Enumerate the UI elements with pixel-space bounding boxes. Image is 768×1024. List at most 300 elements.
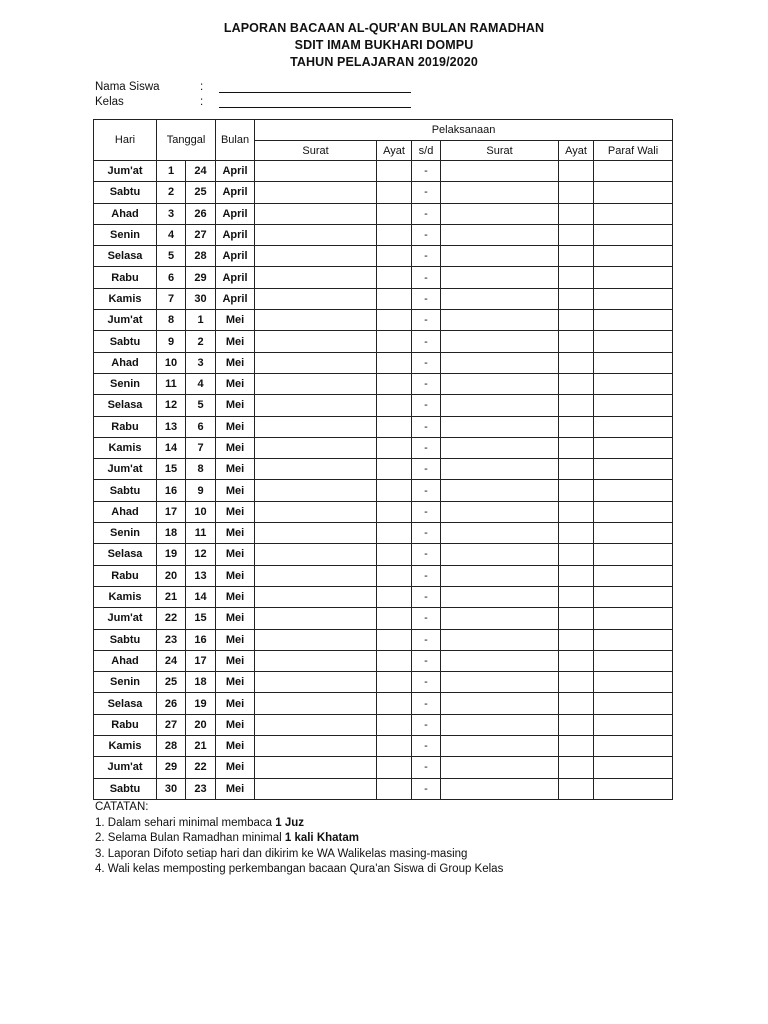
ayat-end-cell[interactable] — [559, 267, 594, 288]
ayat-start-cell[interactable] — [377, 352, 412, 373]
ayat-start-cell[interactable] — [377, 629, 412, 650]
month-cell: Mei — [216, 352, 255, 373]
surat-start-cell[interactable] — [255, 480, 377, 501]
day-number-cell: 26 — [157, 693, 186, 714]
day-cell: Jum'at — [94, 161, 157, 182]
surat-start-cell[interactable] — [255, 693, 377, 714]
day-cell: Jum'at — [94, 608, 157, 629]
sd-cell: - — [412, 501, 441, 522]
surat-start-cell[interactable] — [255, 437, 377, 458]
field-colon: : — [200, 96, 204, 108]
day-cell: Rabu — [94, 565, 157, 586]
surat-start-cell[interactable] — [255, 203, 377, 224]
day-number-cell: 14 — [157, 437, 186, 458]
date-cell: 16 — [186, 629, 216, 650]
table-row — [94, 459, 673, 480]
ayat-end-cell[interactable] — [559, 608, 594, 629]
date-cell: 2 — [186, 331, 216, 352]
paraf-wali-cell[interactable] — [594, 246, 673, 267]
table-row — [94, 501, 673, 522]
surat-end-cell[interactable] — [441, 480, 559, 501]
day-cell: Rabu — [94, 714, 157, 735]
surat-end-cell[interactable] — [441, 757, 559, 778]
surat-end-cell[interactable] — [441, 693, 559, 714]
date-cell: 15 — [186, 608, 216, 629]
table-row — [94, 416, 673, 437]
date-cell: 12 — [186, 544, 216, 565]
ayat-start-cell[interactable] — [377, 778, 412, 799]
paraf-wali-cell[interactable] — [594, 352, 673, 373]
date-cell: 29 — [186, 267, 216, 288]
day-cell: Jum'at — [94, 310, 157, 331]
day-number-cell: 2 — [157, 182, 186, 203]
header-ayat-start: Ayat — [377, 141, 412, 161]
header-bulan: Bulan — [216, 120, 255, 161]
month-cell: Mei — [216, 310, 255, 331]
month-cell: Mei — [216, 693, 255, 714]
date-cell: 3 — [186, 352, 216, 373]
ayat-end-cell[interactable] — [559, 288, 594, 309]
sd-cell: - — [412, 331, 441, 352]
header-tanggal: Tanggal — [157, 120, 216, 161]
day-cell: Selasa — [94, 544, 157, 565]
surat-start-cell[interactable] — [255, 608, 377, 629]
ayat-end-cell[interactable] — [559, 416, 594, 437]
surat-start-cell[interactable] — [255, 714, 377, 735]
surat-start-cell[interactable] — [255, 544, 377, 565]
paraf-wali-cell[interactable] — [594, 778, 673, 799]
day-number-cell: 21 — [157, 586, 186, 607]
month-cell: Mei — [216, 565, 255, 586]
surat-end-cell[interactable] — [441, 459, 559, 480]
notes-section — [95, 800, 503, 878]
note-text: 2. Selama Bulan Ramadhan minimal — [95, 832, 285, 844]
month-cell: Mei — [216, 416, 255, 437]
surat-start-cell[interactable] — [255, 182, 377, 203]
ayat-end-cell[interactable] — [559, 778, 594, 799]
surat-end-cell[interactable] — [441, 565, 559, 586]
table-row — [94, 714, 673, 735]
date-cell: 19 — [186, 693, 216, 714]
ayat-start-cell[interactable] — [377, 161, 412, 182]
surat-end-cell[interactable] — [441, 310, 559, 331]
day-cell: Kamis — [94, 437, 157, 458]
paraf-wali-cell[interactable] — [594, 416, 673, 437]
ayat-start-cell[interactable] — [377, 608, 412, 629]
month-cell: April — [216, 288, 255, 309]
date-cell: 5 — [186, 395, 216, 416]
surat-start-cell[interactable] — [255, 161, 377, 182]
paraf-wali-cell[interactable] — [594, 480, 673, 501]
ayat-start-cell[interactable] — [377, 288, 412, 309]
paraf-wali-cell[interactable] — [594, 395, 673, 416]
paraf-wali-cell[interactable] — [594, 523, 673, 544]
day-number-cell: 20 — [157, 565, 186, 586]
surat-end-cell[interactable] — [441, 288, 559, 309]
surat-end-cell[interactable] — [441, 224, 559, 245]
surat-end-cell[interactable] — [441, 161, 559, 182]
surat-start-cell[interactable] — [255, 778, 377, 799]
surat-start-cell[interactable] — [255, 395, 377, 416]
day-cell: Sabtu — [94, 629, 157, 650]
note-text: 1. Dalam sehari minimal membaca — [95, 816, 276, 829]
table-row — [94, 373, 673, 394]
day-cell: Selasa — [94, 395, 157, 416]
note-item — [95, 831, 503, 847]
paraf-wali-cell[interactable] — [594, 373, 673, 394]
day-cell: Senin — [94, 224, 157, 245]
month-cell: Mei — [216, 523, 255, 544]
day-cell: Ahad — [94, 650, 157, 671]
ayat-end-cell[interactable] — [559, 757, 594, 778]
ayat-end-cell[interactable] — [559, 501, 594, 522]
surat-end-cell[interactable] — [441, 246, 559, 267]
day-cell: Ahad — [94, 501, 157, 522]
report-body — [94, 161, 673, 800]
surat-end-cell[interactable] — [441, 416, 559, 437]
table-row — [94, 778, 673, 799]
day-cell: Rabu — [94, 416, 157, 437]
month-cell: Mei — [216, 331, 255, 352]
day-number-cell: 19 — [157, 544, 186, 565]
sd-cell: - — [412, 693, 441, 714]
paraf-wali-cell[interactable] — [594, 757, 673, 778]
paraf-wali-cell[interactable] — [594, 161, 673, 182]
surat-end-cell[interactable] — [441, 203, 559, 224]
month-cell: April — [216, 246, 255, 267]
ayat-start-cell[interactable] — [377, 203, 412, 224]
month-cell: Mei — [216, 736, 255, 757]
ayat-end-cell[interactable] — [559, 246, 594, 267]
surat-end-cell[interactable] — [441, 182, 559, 203]
ayat-start-cell[interactable] — [377, 331, 412, 352]
date-cell: 24 — [186, 161, 216, 182]
ayat-end-cell[interactable] — [559, 714, 594, 735]
surat-start-cell[interactable] — [255, 352, 377, 373]
ayat-start-cell[interactable] — [377, 224, 412, 245]
surat-end-cell[interactable] — [441, 437, 559, 458]
ayat-start-cell[interactable] — [377, 544, 412, 565]
notes-list — [95, 816, 503, 878]
sd-cell: - — [412, 523, 441, 544]
paraf-wali-cell[interactable] — [594, 629, 673, 650]
field-label: Nama Siswa — [95, 81, 160, 93]
month-cell: Mei — [216, 586, 255, 607]
ayat-start-cell[interactable] — [377, 693, 412, 714]
day-number-cell: 23 — [157, 629, 186, 650]
ayat-start-cell[interactable] — [377, 310, 412, 331]
day-number-cell: 25 — [157, 672, 186, 693]
surat-start-cell[interactable] — [255, 459, 377, 480]
table-row — [94, 586, 673, 607]
surat-start-cell[interactable] — [255, 246, 377, 267]
day-number-cell: 15 — [157, 459, 186, 480]
paraf-wali-cell[interactable] — [594, 331, 673, 352]
ayat-start-cell[interactable] — [377, 416, 412, 437]
ayat-start-cell[interactable] — [377, 714, 412, 735]
surat-start-cell[interactable] — [255, 736, 377, 757]
date-cell: 26 — [186, 203, 216, 224]
ayat-start-cell[interactable] — [377, 757, 412, 778]
paraf-wali-cell[interactable] — [594, 672, 673, 693]
surat-start-cell[interactable] — [255, 629, 377, 650]
table-row — [94, 544, 673, 565]
month-cell: Mei — [216, 608, 255, 629]
surat-start-cell[interactable] — [255, 650, 377, 671]
sd-cell: - — [412, 437, 441, 458]
ayat-start-cell[interactable] — [377, 246, 412, 267]
note-text: 4. Wali kelas memposting perkembangan bacaan Qura'an Siswa di Group Kelas — [95, 863, 504, 875]
surat-end-cell[interactable] — [441, 544, 559, 565]
paraf-wali-cell[interactable] — [594, 224, 673, 245]
surat-end-cell[interactable] — [441, 501, 559, 522]
date-cell: 22 — [186, 757, 216, 778]
surat-end-cell[interactable] — [441, 778, 559, 799]
ayat-end-cell[interactable] — [559, 182, 594, 203]
ayat-end-cell[interactable] — [559, 437, 594, 458]
day-cell: Rabu — [94, 267, 157, 288]
table-row — [94, 565, 673, 586]
ayat-end-cell[interactable] — [559, 480, 594, 501]
surat-start-cell[interactable] — [255, 373, 377, 394]
date-cell: 20 — [186, 714, 216, 735]
paraf-wali-cell[interactable] — [594, 693, 673, 714]
surat-end-cell[interactable] — [441, 714, 559, 735]
ayat-end-cell[interactable] — [559, 224, 594, 245]
paraf-wali-cell[interactable] — [594, 182, 673, 203]
sd-cell: - — [412, 267, 441, 288]
paraf-wali-cell[interactable] — [594, 565, 673, 586]
header-surat-start: Surat — [255, 141, 377, 161]
surat-end-cell[interactable] — [441, 267, 559, 288]
field-colon: : — [200, 81, 204, 93]
sd-cell: - — [412, 565, 441, 586]
day-number-cell: 5 — [157, 246, 186, 267]
day-cell: Selasa — [94, 246, 157, 267]
paraf-wali-cell[interactable] — [594, 736, 673, 757]
ayat-start-cell[interactable] — [377, 501, 412, 522]
month-cell: Mei — [216, 373, 255, 394]
sd-cell: - — [412, 182, 441, 203]
ayat-end-cell[interactable] — [559, 459, 594, 480]
note-item — [95, 847, 503, 863]
surat-start-cell[interactable] — [255, 331, 377, 352]
table-row — [94, 310, 673, 331]
day-number-cell: 18 — [157, 523, 186, 544]
ayat-end-cell[interactable] — [559, 331, 594, 352]
surat-start-cell[interactable] — [255, 288, 377, 309]
ayat-end-cell[interactable] — [559, 203, 594, 224]
table-row — [94, 224, 673, 245]
paraf-wali-cell[interactable] — [594, 267, 673, 288]
surat-end-cell[interactable] — [441, 650, 559, 671]
surat-end-cell[interactable] — [441, 608, 559, 629]
paraf-wali-cell[interactable] — [594, 714, 673, 735]
paraf-wali-cell[interactable] — [594, 288, 673, 309]
surat-end-cell[interactable] — [441, 672, 559, 693]
paraf-wali-cell[interactable] — [594, 459, 673, 480]
surat-start-cell[interactable] — [255, 586, 377, 607]
surat-start-cell[interactable] — [255, 757, 377, 778]
day-number-cell: 4 — [157, 224, 186, 245]
ayat-end-cell[interactable] — [559, 672, 594, 693]
date-cell: 10 — [186, 501, 216, 522]
ayat-start-cell[interactable] — [377, 459, 412, 480]
surat-end-cell[interactable] — [441, 331, 559, 352]
paraf-wali-cell[interactable] — [594, 310, 673, 331]
date-cell: 6 — [186, 416, 216, 437]
notes-title: CATATAN: — [95, 801, 149, 813]
month-cell: Mei — [216, 437, 255, 458]
sd-cell: - — [412, 352, 441, 373]
ayat-end-cell[interactable] — [559, 586, 594, 607]
ayat-end-cell[interactable] — [559, 523, 594, 544]
surat-start-cell[interactable] — [255, 267, 377, 288]
table-row — [94, 672, 673, 693]
sd-cell: - — [412, 736, 441, 757]
ayat-start-cell[interactable] — [377, 650, 412, 671]
table-row — [94, 288, 673, 309]
month-cell: Mei — [216, 480, 255, 501]
table-row — [94, 480, 673, 501]
day-number-cell: 12 — [157, 395, 186, 416]
paraf-wali-cell[interactable] — [594, 501, 673, 522]
month-cell: Mei — [216, 778, 255, 799]
surat-end-cell[interactable] — [441, 352, 559, 373]
day-number-cell: 24 — [157, 650, 186, 671]
month-cell: Mei — [216, 629, 255, 650]
month-cell: Mei — [216, 714, 255, 735]
paraf-wali-cell[interactable] — [594, 608, 673, 629]
ayat-end-cell[interactable] — [559, 161, 594, 182]
surat-end-cell[interactable] — [441, 629, 559, 650]
date-cell: 13 — [186, 565, 216, 586]
nama-siswa-blank[interactable] — [219, 92, 411, 93]
paraf-wali-cell[interactable] — [594, 586, 673, 607]
day-cell: Jum'at — [94, 459, 157, 480]
month-cell: Mei — [216, 544, 255, 565]
paraf-wali-cell[interactable] — [594, 544, 673, 565]
day-number-cell: 17 — [157, 501, 186, 522]
surat-start-cell[interactable] — [255, 565, 377, 586]
table-row — [94, 352, 673, 373]
ayat-end-cell[interactable] — [559, 629, 594, 650]
header-sd: s/d — [412, 141, 441, 161]
field-label: Kelas — [95, 96, 124, 108]
date-cell: 28 — [186, 246, 216, 267]
ayat-start-cell[interactable] — [377, 182, 412, 203]
day-number-cell: 6 — [157, 267, 186, 288]
table-row — [94, 395, 673, 416]
table-row — [94, 246, 673, 267]
day-cell: Ahad — [94, 352, 157, 373]
sd-cell: - — [412, 161, 441, 182]
ayat-end-cell[interactable] — [559, 310, 594, 331]
day-number-cell: 10 — [157, 352, 186, 373]
ayat-end-cell[interactable] — [559, 693, 594, 714]
surat-end-cell[interactable] — [441, 736, 559, 757]
day-number-cell: 27 — [157, 714, 186, 735]
header-paraf-wali: Paraf Wali — [594, 141, 673, 161]
ayat-end-cell[interactable] — [559, 395, 594, 416]
date-cell: 27 — [186, 224, 216, 245]
sd-cell: - — [412, 480, 441, 501]
surat-start-cell[interactable] — [255, 672, 377, 693]
header-surat-end: Surat — [441, 141, 559, 161]
ayat-start-cell[interactable] — [377, 480, 412, 501]
title-line-3: TAHUN PELAJARAN 2019/2020 — [290, 55, 478, 69]
ayat-end-cell[interactable] — [559, 352, 594, 373]
month-cell: April — [216, 224, 255, 245]
paraf-wali-cell[interactable] — [594, 203, 673, 224]
month-cell: April — [216, 161, 255, 182]
surat-start-cell[interactable] — [255, 310, 377, 331]
surat-end-cell[interactable] — [441, 586, 559, 607]
day-cell: Senin — [94, 672, 157, 693]
title-line-2: SDIT IMAM BUKHARI DOMPU — [294, 38, 474, 52]
ayat-start-cell[interactable] — [377, 373, 412, 394]
ayat-start-cell[interactable] — [377, 672, 412, 693]
surat-start-cell[interactable] — [255, 224, 377, 245]
table-row — [94, 523, 673, 544]
sd-cell: - — [412, 224, 441, 245]
sd-cell: - — [412, 608, 441, 629]
date-cell: 30 — [186, 288, 216, 309]
ayat-end-cell[interactable] — [559, 650, 594, 671]
report-title — [0, 20, 768, 71]
paraf-wali-cell[interactable] — [594, 437, 673, 458]
surat-end-cell[interactable] — [441, 523, 559, 544]
sd-cell: - — [412, 778, 441, 799]
surat-end-cell[interactable] — [441, 395, 559, 416]
surat-end-cell[interactable] — [441, 373, 559, 394]
ayat-end-cell[interactable] — [559, 736, 594, 757]
ayat-end-cell[interactable] — [559, 544, 594, 565]
sd-cell: - — [412, 459, 441, 480]
ayat-start-cell[interactable] — [377, 437, 412, 458]
sd-cell: - — [412, 586, 441, 607]
surat-start-cell[interactable] — [255, 523, 377, 544]
date-cell: 21 — [186, 736, 216, 757]
surat-start-cell[interactable] — [255, 501, 377, 522]
table-row — [94, 608, 673, 629]
ayat-end-cell[interactable] — [559, 565, 594, 586]
sd-cell: - — [412, 395, 441, 416]
ayat-start-cell[interactable] — [377, 395, 412, 416]
table-row — [94, 629, 673, 650]
sd-cell: - — [412, 416, 441, 437]
date-cell: 25 — [186, 182, 216, 203]
ayat-start-cell[interactable] — [377, 565, 412, 586]
table-row — [94, 736, 673, 757]
ayat-start-cell[interactable] — [377, 736, 412, 757]
ayat-start-cell[interactable] — [377, 523, 412, 544]
day-number-cell: 28 — [157, 736, 186, 757]
ayat-start-cell[interactable] — [377, 586, 412, 607]
day-cell: Ahad — [94, 203, 157, 224]
ayat-start-cell[interactable] — [377, 267, 412, 288]
kelas-blank[interactable] — [219, 107, 411, 108]
table-row — [94, 267, 673, 288]
title-line-1: LAPORAN BACAAN AL-QUR'AN BULAN RAMADHAN — [223, 21, 545, 35]
paraf-wali-cell[interactable] — [594, 650, 673, 671]
surat-start-cell[interactable] — [255, 416, 377, 437]
month-cell: Mei — [216, 757, 255, 778]
date-cell: 8 — [186, 459, 216, 480]
day-number-cell: 22 — [157, 608, 186, 629]
ayat-end-cell[interactable] — [559, 373, 594, 394]
date-cell: 14 — [186, 586, 216, 607]
